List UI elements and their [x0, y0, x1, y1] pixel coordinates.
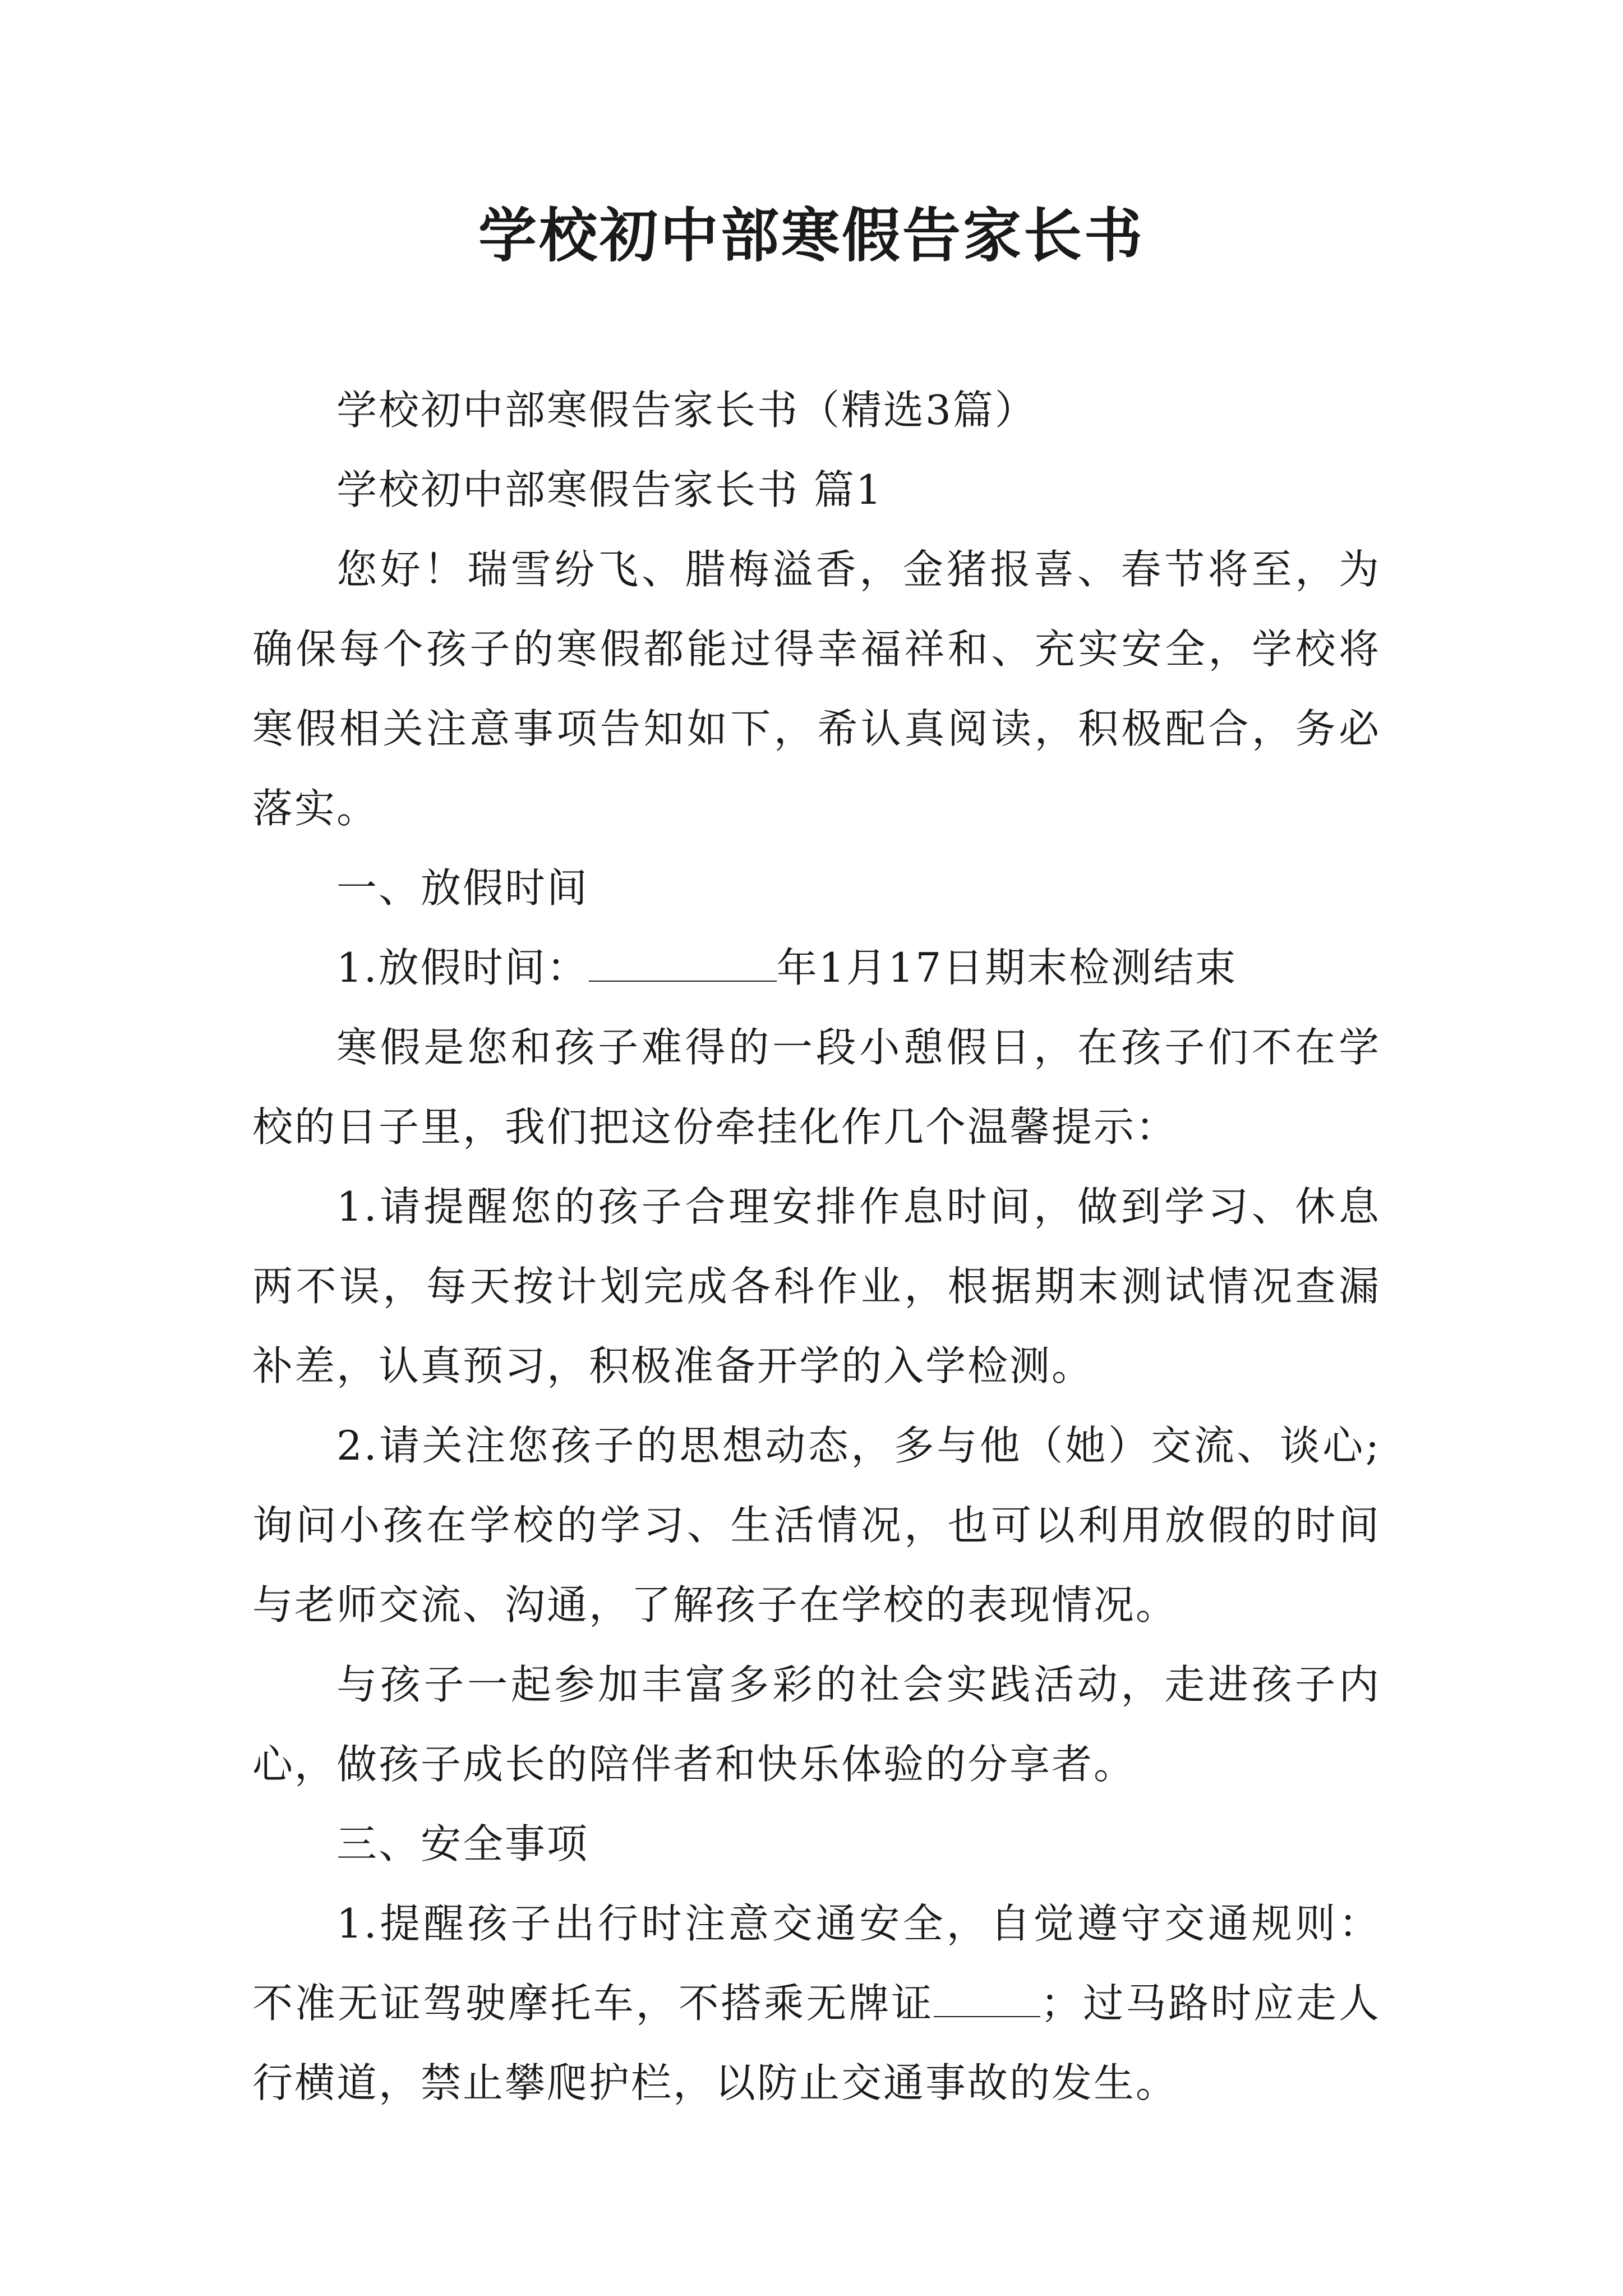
paragraph-section-heading: 学校初中部寒假告家长书 篇1 — [336, 466, 883, 513]
paragraph-tip-3: 与孩子一起参加丰富多彩的社会实践活动，走进孩子内心，做孩子成长的陪伴者和快乐体验的分享者。 — [252, 1661, 1381, 1788]
paragraph-safety-1 — [252, 1884, 1381, 2123]
safety-1-text-b: ；过马路时应走人行横道，禁止攀爬护栏，以防止交通事故的发生。 — [252, 1980, 1381, 2106]
paragraph-collection-heading: 学校初中部寒假告家长书（精选3篇） — [336, 386, 1037, 434]
vehicle-blank — [934, 1982, 1040, 2017]
document-body — [252, 370, 1381, 2123]
paragraph-tips-intro: 寒假是您和孩子难得的一段小憩假日，在孩子们不在学校的日子里，我们把这份牵挂化作几个温馨提示： — [252, 1024, 1381, 1151]
year-blank — [589, 947, 777, 982]
safety-1-text-a: 1.提醒孩子出行时注意交通安全，自觉遵守交通规则：不准无证驾驶摩托车，不搭乘无牌证 — [252, 1900, 1381, 2027]
paragraph-greeting: 您好！瑞雪纷飞、腊梅溢香，金猪报喜、春节将至，为确保每个孩子的寒假都能过得幸福祥和、充实安全，学校将寒假相关注意事项告知如下，希认真阅读，积极配合，务必落实。 — [252, 546, 1381, 832]
paragraph-tip-1: 1.请提醒您的孩子合理安排作息时间，做到学习、休息两不误，每天按计划完成各科作业，根据期末测试情况查漏补差，认真预习，积极准备开学的入学检测。 — [252, 1183, 1381, 1389]
paragraph-heading-holiday-time: 一、放假时间 — [336, 864, 589, 912]
paragraph-holiday-date — [252, 928, 1381, 1007]
holiday-date-text: 年1月17日期末检测结束 — [776, 944, 1238, 991]
paragraph-tip-2: 2.请关注您孩子的思想动态，多与他（她）交流、谈心;询问小孩在学校的学习、生活情况，也可以利用放假的时间与老师交流、沟通，了解孩子在学校的表现情况。 — [252, 1422, 1381, 1628]
document-title: 学校初中部寒假告家长书 — [478, 201, 1145, 270]
paragraph-heading-safety: 三、安全事项 — [336, 1820, 589, 1867]
holiday-date-label: 1.放假时间： — [336, 944, 589, 991]
